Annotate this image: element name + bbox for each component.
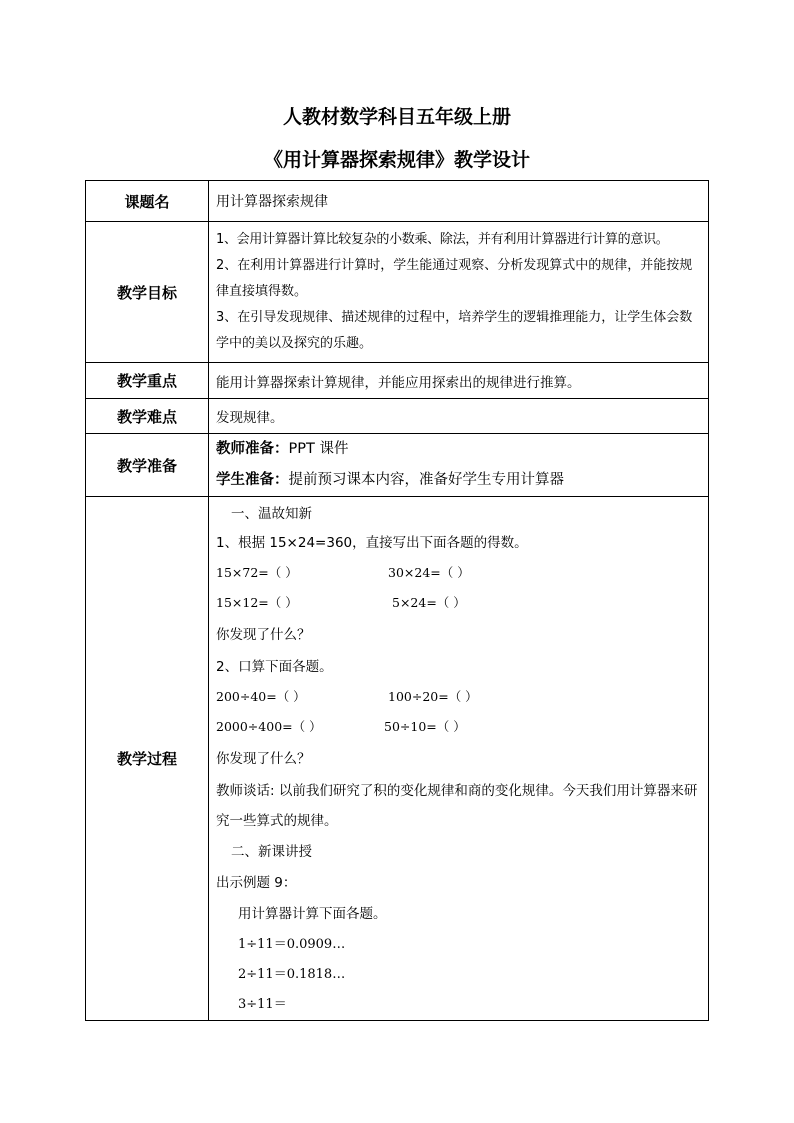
row-process [86, 497, 709, 1021]
example-line: 2÷11＝0.1818… [238, 967, 346, 982]
exercise-item: 5×24=（ ） [392, 595, 466, 610]
exercise-item: 100÷20=（ ） [388, 689, 478, 704]
document-title: 人教材数学科目五年级上册 [282, 106, 511, 128]
exercise-row [216, 588, 704, 618]
example-task: 用计算器计算下面各题。 [238, 906, 387, 922]
example-line: 1÷11＝0.0909… [238, 937, 346, 952]
example-line: 3÷11＝ [238, 997, 287, 1012]
exercise-item: 50÷10=（ ） [384, 719, 466, 734]
objective-item: 3、在引导发现规律、描述规律的过程中，培养学生的逻辑推理能力，让学生体会数学中的美以及探究的乐趣。 [216, 310, 693, 351]
row-preparation [86, 434, 709, 497]
row-topic [86, 181, 709, 222]
difficulty-label: 教学难点 [86, 399, 209, 434]
row-objectives [86, 222, 709, 363]
exercise-item: 30×24=（ ） [388, 565, 470, 580]
student-preparation [216, 465, 704, 496]
exercise-row [216, 712, 704, 742]
exercise-item: 15×12=（ ） [216, 595, 298, 610]
lesson-plan-table [85, 180, 709, 1021]
objectives-label: 教学目标 [86, 222, 209, 363]
row-key-point [86, 363, 709, 399]
topic-label: 课题名 [86, 181, 209, 222]
key-point-value: 能用计算器探索计算规律，并能应用探索出的规律进行推算。 [209, 363, 709, 399]
student-preparation-label: 学生准备： [216, 472, 289, 488]
exercise-item: 15×72=（ ） [216, 565, 298, 580]
preparation-content [209, 434, 709, 497]
teacher-preparation-value: PPT 课件 [288, 441, 349, 457]
question1: 1、根据 15×24=360，直接写出下面各题的得数。 [216, 535, 528, 551]
key-point-label: 教学重点 [86, 363, 209, 399]
question2: 2、口算下面各题。 [216, 659, 333, 675]
process-content [209, 497, 709, 1021]
document-subtitle: 《用计算器探索规律》教学设计 [263, 149, 530, 171]
exercise-row [216, 558, 704, 588]
student-preparation-value: 提前预习课本内容，准备好学生专用计算器 [288, 472, 564, 488]
objectives-content [209, 222, 709, 363]
teacher-preparation [216, 434, 704, 465]
exercise-row [216, 682, 704, 712]
difficulty-value: 发现规律。 [209, 399, 709, 434]
process-label: 教学过程 [86, 497, 209, 1021]
section2-title: 二、新课讲授 [231, 844, 312, 860]
teacher-talk: 教师谈话: 以前我们研究了积的变化规律和商的变化规律。今天我们用计算器来研究一些算式的规律。 [216, 783, 698, 829]
exercise-item: 200÷40=（ ） [216, 689, 306, 704]
preparation-label: 教学准备 [86, 434, 209, 497]
question2-ask: 你发现了什么？ [216, 751, 311, 767]
section1-title: 一、温故知新 [231, 506, 312, 522]
question1-ask: 你发现了什么？ [216, 627, 311, 643]
teacher-preparation-label: 教师准备： [216, 441, 289, 457]
topic-value: 用计算器探索规律 [209, 181, 709, 222]
objective-item: 1、会用计算器计算比较复杂的小数乘、除法，并有利用计算器进行计算的意识。 [216, 232, 669, 247]
row-difficulty [86, 399, 709, 434]
objective-item: 2、在利用计算器进行计算时，学生能通过观察、分析发现算式中的规律，并能按规律直接填得数。 [216, 258, 693, 299]
exercise-item: 2000÷400=（ ） [216, 719, 322, 734]
example-title: 出示例题 9： [216, 875, 297, 891]
